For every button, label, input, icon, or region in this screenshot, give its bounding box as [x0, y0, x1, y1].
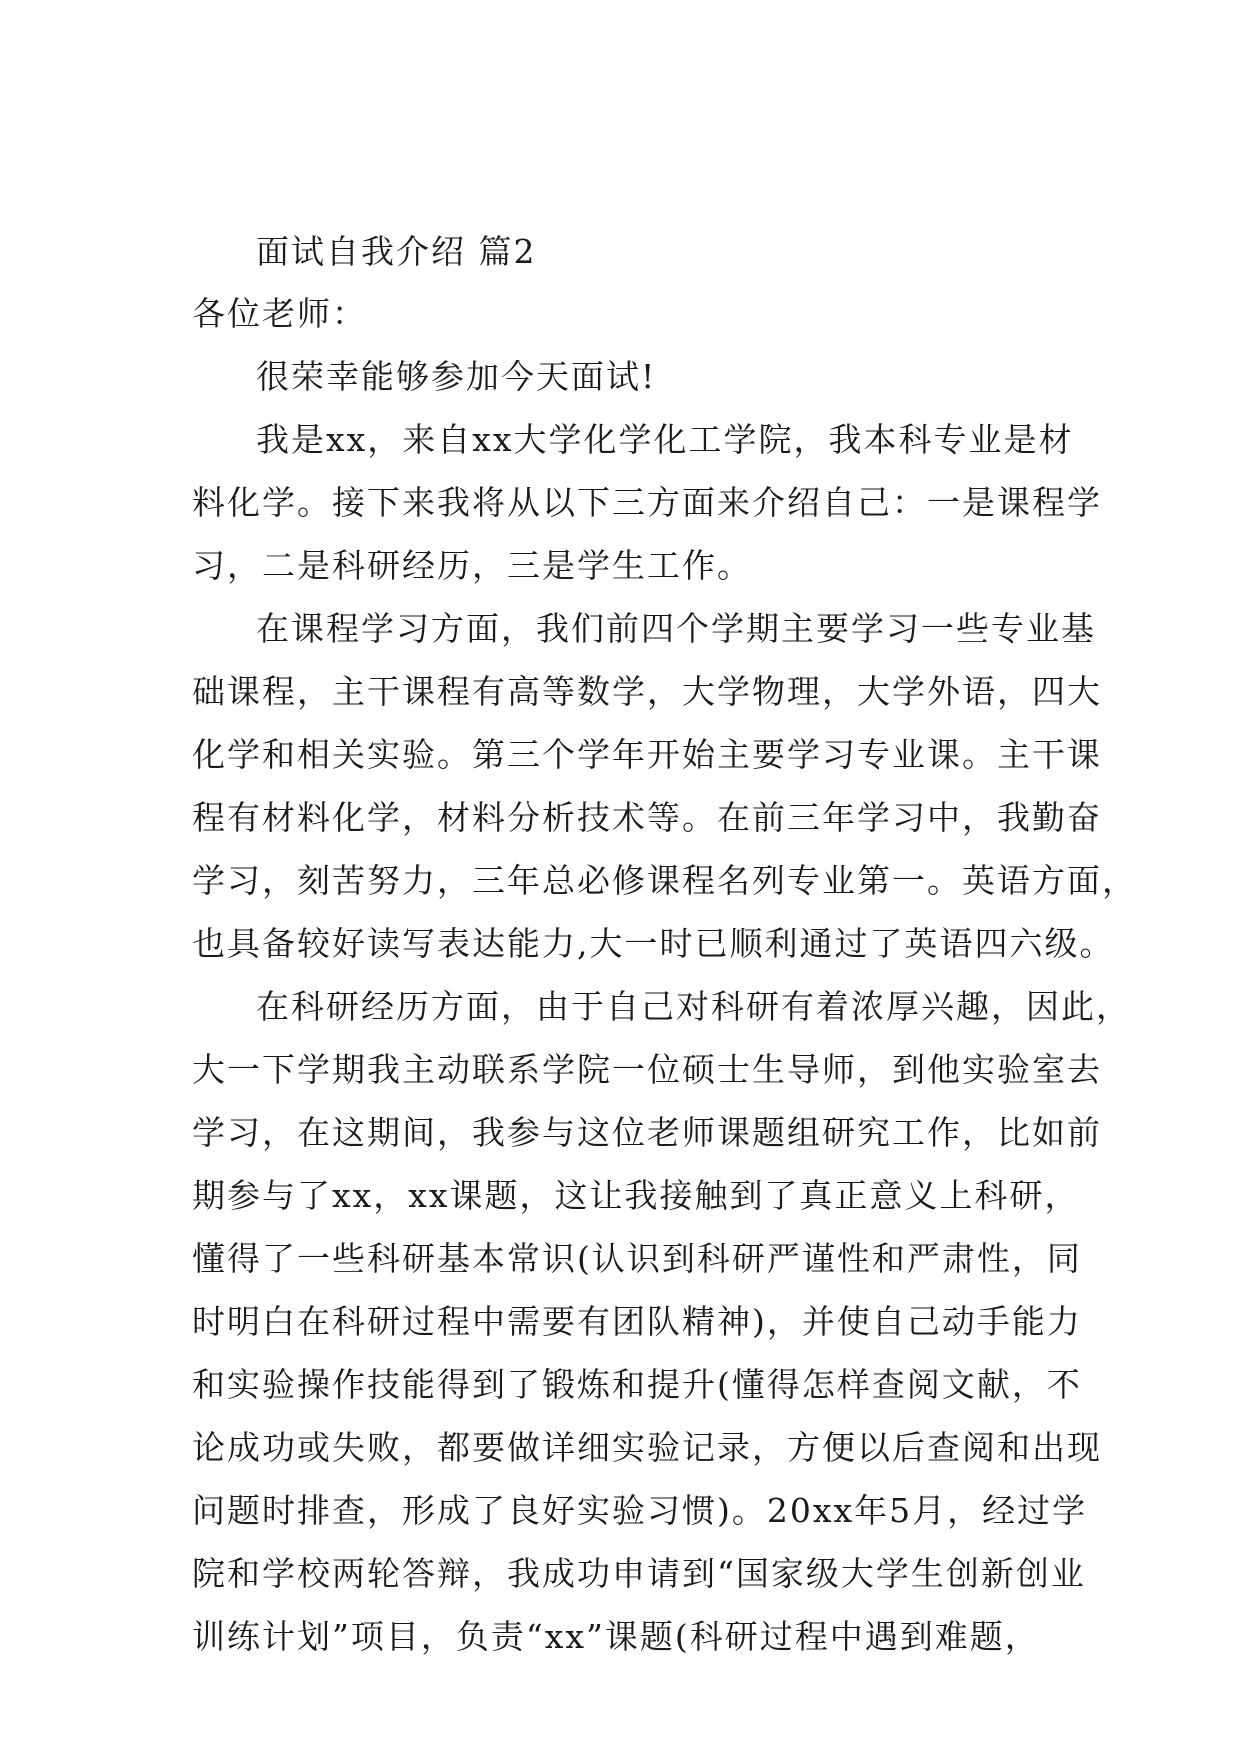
- salutation: 各位老师：: [192, 294, 367, 333]
- paragraph-line: 问题时排查，形成了良好实验习惯)。20xx年5月，经过学: [192, 1491, 1088, 1530]
- paragraph-line: 习，二是科研经历，三是学生工作。: [192, 546, 752, 585]
- paragraph-line: 在科研经历方面，由于自己对科研有着浓厚兴趣，因此，: [256, 987, 1131, 1026]
- paragraph-line: 训练计划”项目，负责“xx”课题(科研过程中遇到难题，: [192, 1617, 1040, 1656]
- document-heading: 面试自我介绍 篇2: [256, 232, 537, 271]
- paragraph-line: 大一下学期我主动联系学院一位硕士生导师，到他实验室去: [192, 1050, 1102, 1089]
- paragraph: [192, 597, 1137, 975]
- paragraph-line: 学习，在这期间，我参与这位老师课题组研究工作，比如前: [192, 1113, 1102, 1152]
- paragraph-line: 院和学校两轮答辩，我成功申请到“国家级大学生创新创业: [192, 1554, 1086, 1593]
- paragraph-line: 我是xx，来自xx大学化学化工学院，我本科专业是材: [256, 420, 1074, 459]
- paragraph-line: 化学和相关实验。第三个学年开始主要学习专业课。主干课: [192, 735, 1102, 774]
- paragraph-line: 础课程，主干课程有高等数学，大学物理，大学外语，四大: [192, 672, 1102, 711]
- paragraph-line: 程有材料化学，材料分析技术等。在前三年学习中，我勤奋: [192, 798, 1102, 837]
- paragraph-line: 懂得了一些科研基本常识(认识到科研严谨性和严肃性，同: [192, 1239, 1082, 1278]
- paragraph: [192, 975, 1131, 1668]
- paragraph: [192, 345, 1052, 408]
- paragraph-line: 论成功或失败，都要做详细实验记录，方便以后查阅和出现: [192, 1428, 1102, 1467]
- paragraph-line: 学习，刻苦努力，三年总必修课程名列专业第一。英语方面，: [192, 861, 1137, 900]
- paragraph: [192, 408, 1102, 597]
- paragraph-line: 和实验操作技能得到了锻炼和提升(懂得怎样查阅文献，不: [192, 1365, 1082, 1404]
- paragraph-line: 料化学。接下来我将从以下三方面来介绍自己：一是课程学: [192, 483, 1102, 522]
- document-body: [192, 222, 1137, 1668]
- paragraph-line: 在课程学习方面，我们前四个学期主要学习一些专业基: [256, 609, 1096, 648]
- paragraph-line: 很荣幸能够参加今天面试!: [256, 357, 657, 396]
- paragraph-line: 时明白在科研过程中需要有团队精神)，并使自己动手能力: [192, 1302, 1082, 1341]
- paragraph-line: 也具备较好读写表达能力,大一时已顺利通过了英语四六级。: [192, 924, 1115, 963]
- paragraph-line: 期参与了xx，xx课题，这让我接触到了真正意义上科研，: [192, 1176, 1080, 1215]
